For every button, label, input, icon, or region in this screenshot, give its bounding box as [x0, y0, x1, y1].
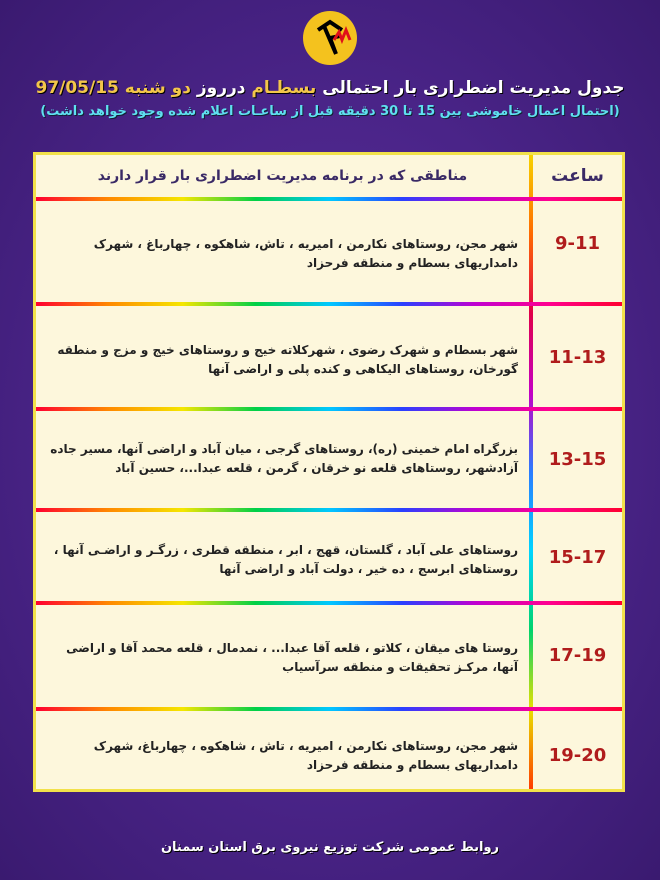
- title-date: 97/05/15: [35, 78, 119, 98]
- row-hours: 9-11: [554, 233, 601, 254]
- row-areas: روستا های میقان ، کلاتو ، قلعه آقا عبدا... ، نمدمال ، قلعه محمد آقا و اراضی آنها، مرکـز تحقیقات و منطقه سرآسیاب: [66, 641, 518, 674]
- title-text: جدول مدیریت اضطراری بار احتمالی: [322, 78, 625, 98]
- row-areas: روستاهای علی آباد ، گلستان، قهج ، ابر ، منطقه قطری ، زرگـر و اراضـی آنها ، روستاهای ابرسج ، ده خیر ، دولت آباد و اراضی آنها: [53, 543, 518, 576]
- power-company-logo-icon: [300, 8, 360, 68]
- row-hours: 11-13: [548, 347, 607, 368]
- page-title: [20, 78, 640, 98]
- title-text-2: درروز: [196, 78, 246, 98]
- row-hours: 15-17: [548, 547, 607, 568]
- row-areas: شهر مجن، روستاهای نکارمن ، امیریه ، تاش ، شاهکوه ، چهارباغ، شهرک دامداریهای بسطام و منطقه فرحزاد: [93, 739, 518, 772]
- row-divider: [36, 601, 622, 605]
- column-header-areas: مناطقی که در برنامه مدیریت اضطراری بار قرار دارند: [97, 168, 468, 184]
- row-hours: 13-15: [548, 449, 607, 470]
- row-areas: شهر مجن، روستاهای نکارمن ، امیریه ، تاش، شاهکوه ، چهارباغ ، شهرک دامداریهای بسطام و منطقه فرحزاد: [93, 237, 518, 270]
- row-divider: [36, 707, 622, 711]
- row-divider: [36, 302, 622, 306]
- row-hours: 17-19: [548, 645, 607, 666]
- column-header-hours: ساعت: [551, 166, 604, 186]
- row-areas: بزرگراه امام خمینی (ره)، روستاهای گرجی ، میان آباد و اراضی آنها، مسیر جاده آزادشهر، روستاهای قلعه نو خرقان ، گرمن ، قلعه عبدا...، حسین آباد: [50, 442, 518, 475]
- page-subtitle: (احتمال اعمال خاموشی بین 15 تا 30 دقیقه قبل از ساعـات اعلام شده وجود خواهد داشت): [40, 104, 620, 119]
- row-hours: 19-20: [548, 745, 607, 766]
- logo: [300, 8, 360, 68]
- row-divider: [36, 407, 622, 411]
- footer-credit: روابط عمومی شرکت توزیع نیروی برق استان سمنان: [160, 840, 500, 855]
- title-day: دو شنبه: [124, 78, 191, 98]
- row-divider: [36, 508, 622, 512]
- row-divider: [36, 197, 622, 201]
- schedule-table: [33, 152, 625, 792]
- row-areas: شهر بسطام و شهرک رضوی ، شهرکلاته خیج و روستاهای خیج و مزج و منطقه گورخان، روستاهای الیکاهی و کنده پلی و اراضی آنها: [57, 343, 518, 376]
- title-city: بسطـام: [251, 78, 317, 98]
